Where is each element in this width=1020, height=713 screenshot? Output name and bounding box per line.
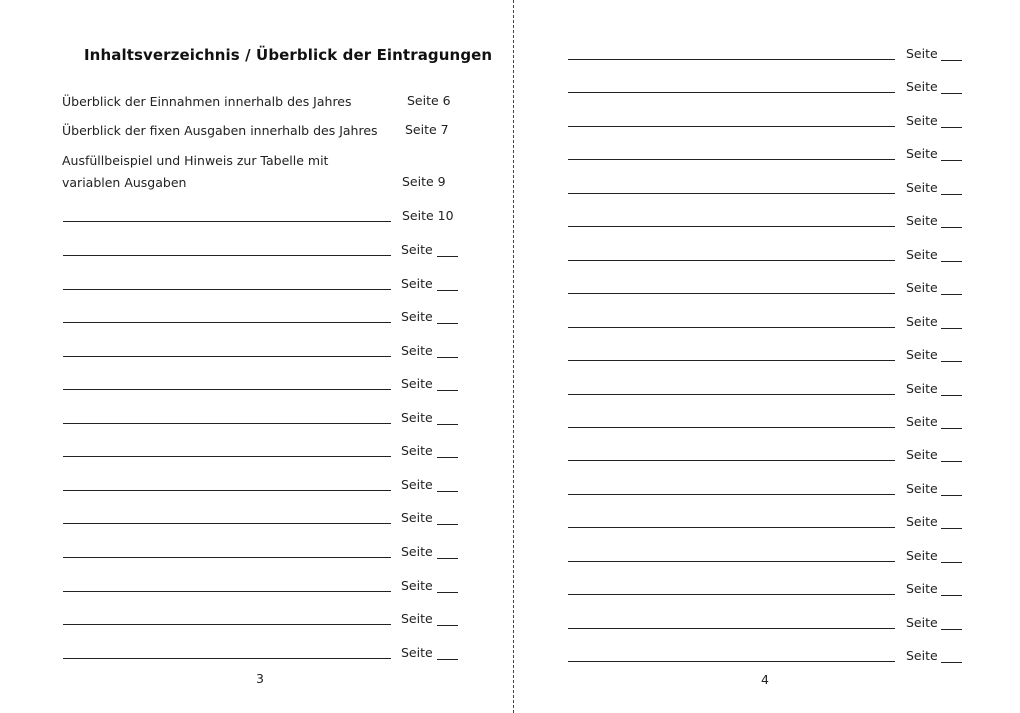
page-number-blank bbox=[437, 357, 458, 358]
blank-entry-seite-label: Seite bbox=[906, 179, 938, 195]
blank-entry-seite-label: Seite bbox=[906, 46, 938, 61]
page-number-blank bbox=[437, 625, 458, 626]
blank-entry-seite-label: Seite bbox=[401, 476, 433, 492]
blank-entry-line bbox=[568, 92, 895, 93]
page-number-blank bbox=[941, 528, 962, 529]
page-number-blank bbox=[941, 328, 962, 329]
blank-entry-line bbox=[63, 423, 391, 424]
page-number-blank bbox=[941, 495, 962, 496]
toc-entry-page: Seite 10 bbox=[402, 208, 454, 223]
page-number: 4 bbox=[761, 672, 769, 687]
page-number-blank bbox=[437, 323, 458, 324]
blank-entry-line bbox=[63, 456, 391, 457]
blank-entry-seite-label: Seite bbox=[401, 443, 433, 459]
blank-entry-seite-label: Seite bbox=[906, 581, 938, 597]
blank-entry-line bbox=[568, 126, 895, 127]
blank-entry-seite-label: Seite bbox=[401, 275, 433, 291]
page-number-blank bbox=[437, 290, 458, 291]
page-number-blank bbox=[941, 60, 962, 61]
blank-entry-seite-label: Seite bbox=[906, 648, 938, 664]
page-number-blank bbox=[941, 294, 962, 295]
toc-entry-page: Seite 6 bbox=[407, 93, 451, 108]
blank-entry-line bbox=[568, 561, 895, 562]
blank-entry-line bbox=[568, 193, 895, 194]
blank-entry-line bbox=[568, 594, 895, 595]
blank-entry-line bbox=[568, 260, 895, 261]
blank-entry-line bbox=[568, 159, 895, 160]
blank-entry-line bbox=[568, 360, 895, 361]
blank-entry-line bbox=[568, 661, 895, 662]
page-divider bbox=[513, 0, 514, 713]
page-number-blank bbox=[437, 592, 458, 593]
blank-entry-seite-label: Seite bbox=[906, 480, 938, 496]
blank-entry-seite-label: Seite bbox=[401, 577, 433, 593]
blank-entry-line bbox=[568, 527, 895, 528]
page-number-blank bbox=[941, 662, 962, 663]
blank-entry-seite-label: Seite bbox=[906, 547, 938, 563]
blank-entry-seite-label: Seite bbox=[906, 213, 938, 229]
blank-entry-line bbox=[568, 59, 895, 60]
blank-entry-line bbox=[63, 255, 391, 256]
page-number-blank bbox=[437, 659, 458, 660]
blank-entry-line bbox=[568, 460, 895, 461]
right-page bbox=[516, 0, 1020, 713]
blank-entry-seite-label: Seite bbox=[401, 510, 433, 526]
toc-entry-text: variablen Ausgaben bbox=[62, 175, 187, 190]
blank-entry-line bbox=[63, 591, 391, 592]
blank-entry-seite-label: Seite bbox=[906, 514, 938, 530]
blank-entry-seite-label: Seite bbox=[906, 380, 938, 396]
blank-entry-seite-label: Seite bbox=[906, 413, 938, 429]
blank-entry-seite-label: Seite bbox=[906, 112, 938, 128]
page-number-blank bbox=[941, 395, 962, 396]
page-number-blank bbox=[941, 93, 962, 94]
blank-entry-line bbox=[63, 523, 391, 524]
blank-entry-seite-label: Seite bbox=[906, 447, 938, 463]
blank-entry-seite-label: Seite bbox=[401, 342, 433, 358]
blank-entry-line bbox=[63, 356, 391, 357]
page-number-blank bbox=[941, 160, 962, 161]
blank-entry-line bbox=[568, 427, 895, 428]
blank-entry-line bbox=[568, 327, 895, 328]
page-number-blank bbox=[437, 390, 458, 391]
page-number-blank bbox=[941, 361, 962, 362]
page-number-blank bbox=[941, 461, 962, 462]
blank-entry-seite-label: Seite bbox=[906, 146, 938, 162]
blank-entry-line bbox=[63, 322, 391, 323]
blank-entry-line bbox=[63, 221, 391, 222]
toc-entry-text: Überblick der fixen Ausgaben innerhalb des Jahres bbox=[62, 123, 378, 138]
blank-entry-line bbox=[568, 226, 895, 227]
toc-entry-page: Seite 9 bbox=[402, 174, 446, 189]
blank-entry-seite-label: Seite bbox=[401, 376, 433, 392]
blank-entry-line bbox=[63, 490, 391, 491]
blank-entry-line bbox=[63, 289, 391, 290]
page-number-blank bbox=[941, 127, 962, 128]
page-number-blank bbox=[941, 194, 962, 195]
blank-entry-seite-label: Seite bbox=[401, 543, 433, 559]
blank-entry-seite-label: Seite bbox=[906, 347, 938, 363]
blank-entry-seite-label: Seite bbox=[906, 246, 938, 262]
blank-entry-seite-label: Seite bbox=[401, 309, 433, 325]
blank-entry-line bbox=[568, 628, 895, 629]
blank-entry-seite-label: Seite bbox=[401, 644, 433, 660]
blank-entry-seite-label: Seite bbox=[906, 313, 938, 329]
page-number-blank bbox=[941, 227, 962, 228]
page-number-blank bbox=[437, 256, 458, 257]
page-number-blank bbox=[941, 428, 962, 429]
toc-title: Inhaltsverzeichnis / Überblick der Eintragungen bbox=[84, 46, 493, 64]
blank-entry-seite-label: Seite bbox=[401, 611, 433, 627]
page-number: 3 bbox=[256, 671, 264, 686]
blank-entry-line bbox=[568, 494, 895, 495]
toc-entry-text: Ausfüllbeispiel und Hinweis zur Tabelle mit bbox=[62, 153, 329, 168]
blank-entry-seite-label: Seite bbox=[401, 242, 433, 257]
page-number-blank bbox=[437, 558, 458, 559]
page-number-blank bbox=[437, 424, 458, 425]
blank-entry-seite-label: Seite bbox=[401, 409, 433, 425]
blank-entry-seite-label: Seite bbox=[906, 280, 938, 296]
page-number-blank bbox=[437, 457, 458, 458]
blank-entry-line bbox=[63, 624, 391, 625]
blank-entry-line bbox=[63, 557, 391, 558]
page-number-blank bbox=[941, 595, 962, 596]
page-number-blank bbox=[941, 562, 962, 563]
blank-entry-line bbox=[568, 394, 895, 395]
page-number-blank bbox=[437, 524, 458, 525]
blank-entry-seite-label: Seite bbox=[906, 614, 938, 630]
page-number-blank bbox=[437, 491, 458, 492]
toc-entry-text: Überblick der Einnahmen innerhalb des Jahres bbox=[62, 94, 352, 109]
blank-entry-line bbox=[568, 293, 895, 294]
toc-entry-page: Seite 7 bbox=[405, 122, 449, 137]
page-number-blank bbox=[941, 261, 962, 262]
blank-entry-line bbox=[63, 389, 391, 390]
page-number-blank bbox=[941, 629, 962, 630]
blank-entry-seite-label: Seite bbox=[906, 79, 938, 95]
blank-entry-line bbox=[63, 658, 391, 659]
